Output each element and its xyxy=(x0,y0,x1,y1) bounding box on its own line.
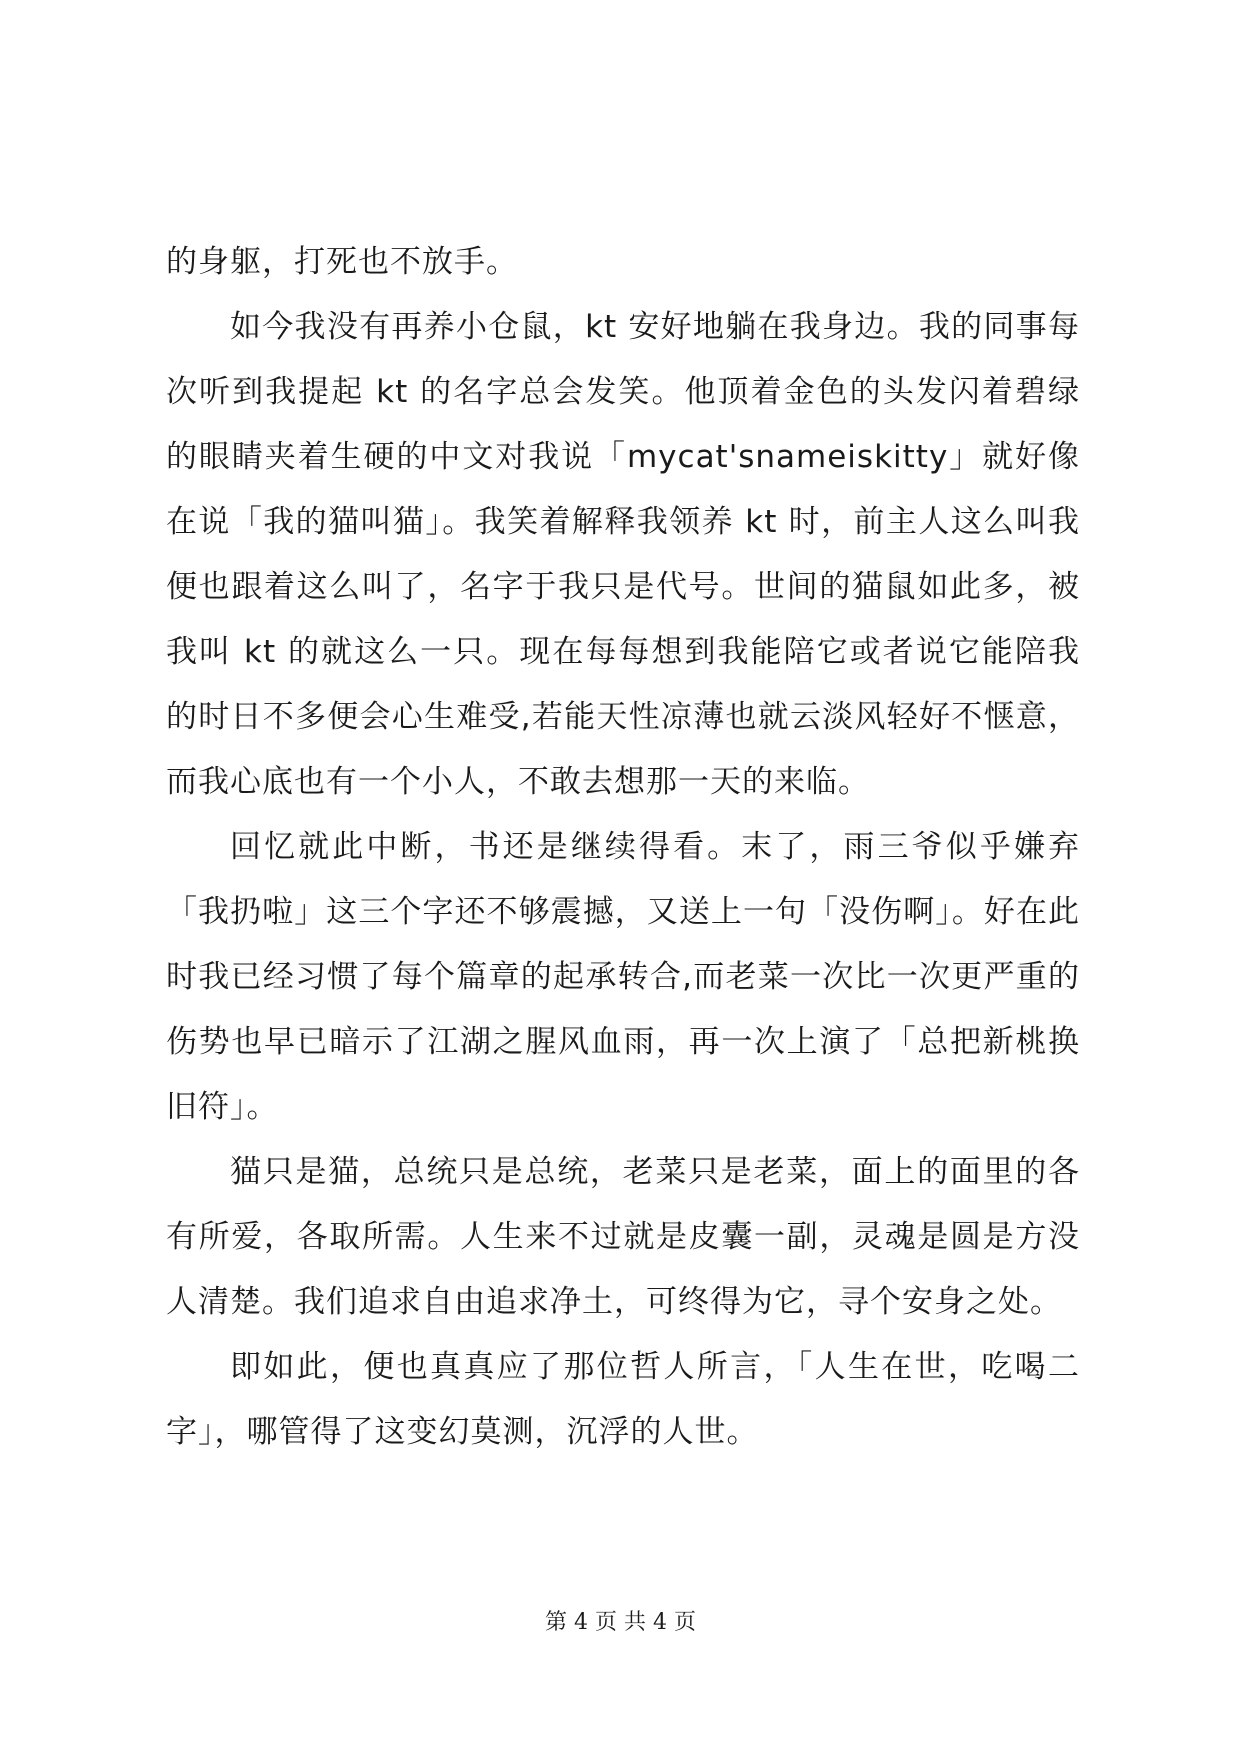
body-text xyxy=(166,230,1080,1465)
paragraph: 猫只是猫，总统只是总统，老菜只是老菜，面上的面里的各有所爱，各取所需。人生来不过就是皮囊一副，灵魂是圆是方没人清楚。我们追求自由追求净土，可终得为它，寻个安身之处。 xyxy=(166,1154,1080,1320)
paragraph: 如今我没有再养小仓鼠，kt 安好地躺在我身边。我的同事每次听到我提起 kt 的名字总会发笑。他顶着金色的头发闪着碧绿的眼睛夹着生硬的中文对我说「mycat'snameiskitty」就好像在说「我的猫叫猫」。我笑着解释我领养 kt 时，前主人这么叫我便也跟着这么叫了，名字于我只是代号。世间的猫鼠如此多，被我叫 kt 的就这么一只。现在每每想到我能陪它或者说它能陪我的时日不多便会心生难受,若能天性凉薄也就云淡风轻好不惬意，而我心底也有一个小人，不敢去想那一天的来临。 xyxy=(166,309,1080,800)
paragraph: 回忆就此中断，书还是继续得看。末了，雨三爷似乎嫌弃「我扔啦」这三个字还不够震撼，又送上一句「没伤啊」。好在此时我已经习惯了每个篇章的起承转合,而老菜一次比一次更严重的伤势也早已暗示了江湖之腥风血雨，再一次上演了「总把新桃换旧符」。 xyxy=(166,829,1080,1125)
paragraph: 即如此，便也真真应了那位哲人所言，「人生在世，吃喝二字」，哪管得了这变幻莫测，沉浮的人世。 xyxy=(166,1349,1080,1450)
paragraph-continued: 的身躯，打死也不放手。 xyxy=(166,244,518,280)
page-number-footer: 第 4 页 共 4 页 xyxy=(545,1610,696,1635)
